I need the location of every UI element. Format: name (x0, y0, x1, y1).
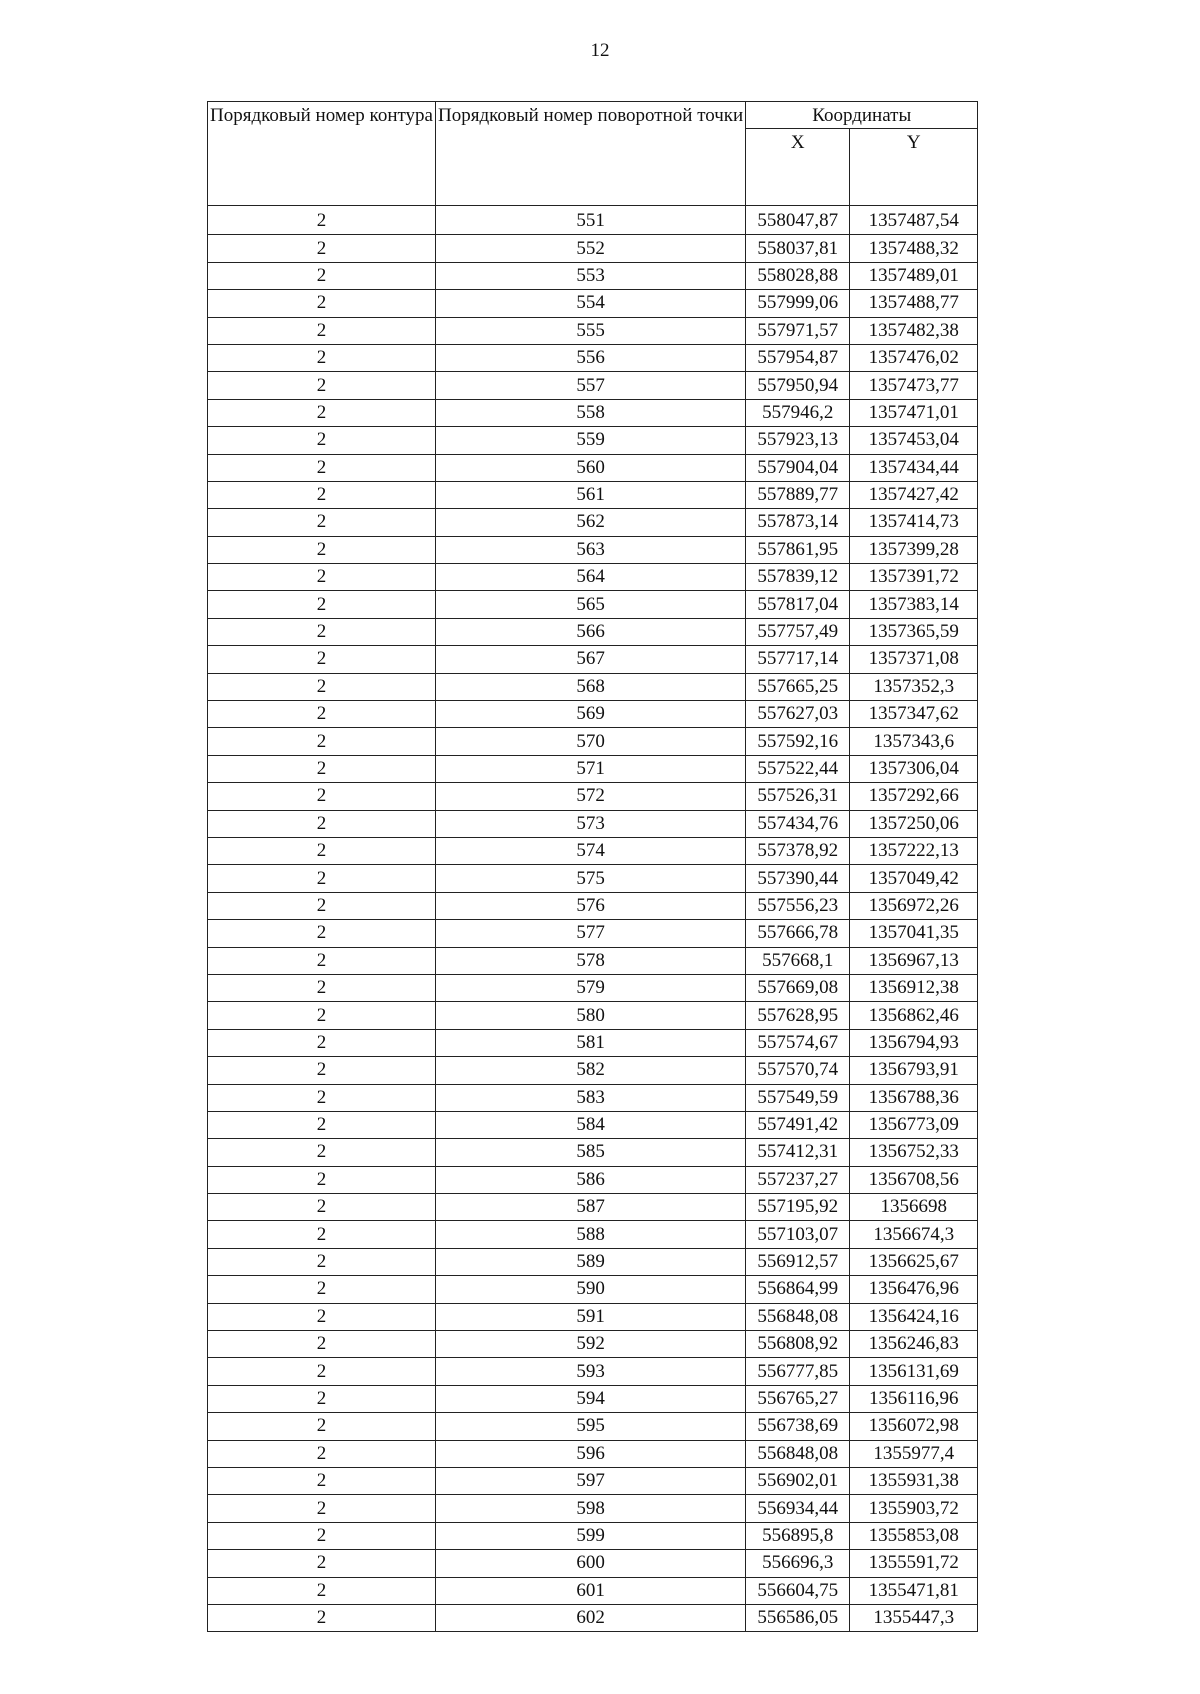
contour-number-cell: 2 (208, 1604, 436, 1631)
y-coordinate-cell: 1355977,4 (850, 1440, 978, 1467)
point-number-cell: 558 (435, 399, 745, 426)
point-number-cell: 592 (435, 1331, 745, 1358)
y-coordinate-cell: 1357471,01 (850, 399, 978, 426)
point-number-cell: 555 (435, 317, 745, 344)
y-coordinate-cell: 1357306,04 (850, 755, 978, 782)
x-coordinate-cell: 557491,42 (746, 1111, 850, 1138)
point-number-cell: 566 (435, 618, 745, 645)
contour-number-cell: 2 (208, 262, 436, 289)
point-number-cell: 596 (435, 1440, 745, 1467)
contour-number-cell: 2 (208, 1577, 436, 1604)
contour-number-cell: 2 (208, 1111, 436, 1138)
contour-number-cell: 2 (208, 591, 436, 618)
x-coordinate-cell: 556808,92 (746, 1331, 850, 1358)
table-row (208, 701, 978, 728)
y-coordinate-cell: 1355447,3 (850, 1604, 978, 1631)
table-row (208, 755, 978, 782)
contour-number-cell: 2 (208, 1057, 436, 1084)
contour-number-cell: 2 (208, 810, 436, 837)
y-coordinate-cell: 1356246,83 (850, 1331, 978, 1358)
contour-number-cell: 2 (208, 399, 436, 426)
table-row (208, 1221, 978, 1248)
y-coordinate-cell: 1356793,91 (850, 1057, 978, 1084)
y-coordinate-cell: 1355931,38 (850, 1467, 978, 1494)
point-number-cell: 577 (435, 920, 745, 947)
contour-number-cell: 2 (208, 372, 436, 399)
table-row (208, 1604, 978, 1631)
table-row (208, 262, 978, 289)
x-coordinate-cell: 557237,27 (746, 1166, 850, 1193)
point-number-cell: 589 (435, 1248, 745, 1275)
y-coordinate-cell: 1356773,09 (850, 1111, 978, 1138)
y-coordinate-cell: 1357383,14 (850, 591, 978, 618)
contour-number-cell: 2 (208, 1084, 436, 1111)
y-coordinate-cell: 1356674,3 (850, 1221, 978, 1248)
contour-number-cell: 2 (208, 1194, 436, 1221)
table-row (208, 1002, 978, 1029)
y-coordinate-cell: 1357487,54 (850, 206, 978, 235)
x-coordinate-cell: 556864,99 (746, 1276, 850, 1303)
table-row (208, 536, 978, 563)
table-row (208, 646, 978, 673)
contour-number-cell: 2 (208, 1002, 436, 1029)
point-number-cell: 595 (435, 1413, 745, 1440)
x-coordinate-cell: 557668,1 (746, 947, 850, 974)
x-coordinate-cell: 557666,78 (746, 920, 850, 947)
point-number-cell: 573 (435, 810, 745, 837)
table-row (208, 865, 978, 892)
contour-number-cell: 2 (208, 1413, 436, 1440)
contour-number-cell: 2 (208, 728, 436, 755)
point-number-cell: 593 (435, 1358, 745, 1385)
point-number-cell: 552 (435, 235, 745, 262)
point-number-cell: 569 (435, 701, 745, 728)
x-coordinate-cell: 556902,01 (746, 1467, 850, 1494)
contour-number-cell: 2 (208, 235, 436, 262)
contour-number-cell: 2 (208, 1522, 436, 1549)
x-coordinate-cell: 557592,16 (746, 728, 850, 755)
x-coordinate-cell: 557889,77 (746, 481, 850, 508)
x-coordinate-cell: 557390,44 (746, 865, 850, 892)
contour-number-cell: 2 (208, 865, 436, 892)
x-coordinate-cell: 557954,87 (746, 344, 850, 371)
y-coordinate-cell: 1357347,62 (850, 701, 978, 728)
y-coordinate-cell: 1357352,3 (850, 673, 978, 700)
table-row (208, 317, 978, 344)
x-coordinate-cell: 557574,67 (746, 1029, 850, 1056)
contour-number-cell: 2 (208, 1440, 436, 1467)
contour-number-cell: 2 (208, 974, 436, 1001)
table-row (208, 1577, 978, 1604)
coordinates-table (207, 101, 978, 1632)
contour-number-cell: 2 (208, 1139, 436, 1166)
table-row (208, 1385, 978, 1412)
point-number-cell: 572 (435, 783, 745, 810)
table-row (208, 427, 978, 454)
x-coordinate-cell: 557873,14 (746, 509, 850, 536)
contour-number-cell: 2 (208, 564, 436, 591)
table-row (208, 810, 978, 837)
y-coordinate-cell: 1357488,77 (850, 290, 978, 317)
point-number-cell: 597 (435, 1467, 745, 1494)
y-coordinate-cell: 1356424,16 (850, 1303, 978, 1330)
table-row (208, 1331, 978, 1358)
point-number-cell: 562 (435, 509, 745, 536)
x-coordinate-cell: 557570,74 (746, 1057, 850, 1084)
y-coordinate-cell: 1357476,02 (850, 344, 978, 371)
point-number-cell: 551 (435, 206, 745, 235)
contour-number-cell: 2 (208, 481, 436, 508)
y-coordinate-cell: 1356131,69 (850, 1358, 978, 1385)
table-row (208, 1111, 978, 1138)
point-number-cell: 567 (435, 646, 745, 673)
x-coordinate-cell: 556848,08 (746, 1303, 850, 1330)
point-number-header: Порядковый номер поворотной точки (435, 102, 745, 206)
x-coordinate-cell: 557434,76 (746, 810, 850, 837)
y-coordinate-cell: 1356698 (850, 1194, 978, 1221)
y-coordinate-cell: 1356967,13 (850, 947, 978, 974)
y-coordinate-cell: 1356972,26 (850, 892, 978, 919)
contour-number-cell: 2 (208, 290, 436, 317)
table-row (208, 618, 978, 645)
x-coordinate-cell: 556765,27 (746, 1385, 850, 1412)
x-coordinate-cell: 558037,81 (746, 235, 850, 262)
table-row (208, 1194, 978, 1221)
x-coordinate-cell: 556895,8 (746, 1522, 850, 1549)
table-row (208, 1467, 978, 1494)
contour-number-cell: 2 (208, 1276, 436, 1303)
table-row (208, 1084, 978, 1111)
x-coordinate-cell: 557861,95 (746, 536, 850, 563)
contour-number-cell: 2 (208, 783, 436, 810)
point-number-cell: 591 (435, 1303, 745, 1330)
point-number-cell: 563 (435, 536, 745, 563)
x-coordinate-cell: 557526,31 (746, 783, 850, 810)
x-coordinate-cell: 556696,3 (746, 1550, 850, 1577)
point-number-cell: 559 (435, 427, 745, 454)
contour-number-cell: 2 (208, 1495, 436, 1522)
point-number-cell: 571 (435, 755, 745, 782)
y-coordinate-cell: 1357371,08 (850, 646, 978, 673)
point-number-cell: 586 (435, 1166, 745, 1193)
y-coordinate-cell: 1355853,08 (850, 1522, 978, 1549)
table-body (208, 206, 978, 1632)
table-row (208, 892, 978, 919)
table-row (208, 920, 978, 947)
table-row (208, 1166, 978, 1193)
point-number-cell: 553 (435, 262, 745, 289)
x-coordinate-cell: 557817,04 (746, 591, 850, 618)
point-number-cell: 578 (435, 947, 745, 974)
point-number-cell: 602 (435, 1604, 745, 1631)
y-column-header: Y (850, 129, 978, 206)
point-number-cell: 564 (435, 564, 745, 591)
y-coordinate-cell: 1357453,04 (850, 427, 978, 454)
point-number-cell: 575 (435, 865, 745, 892)
table-row (208, 591, 978, 618)
contour-number-cell: 2 (208, 1331, 436, 1358)
point-number-cell: 599 (435, 1522, 745, 1549)
point-number-cell: 554 (435, 290, 745, 317)
table-row (208, 1303, 978, 1330)
point-number-cell: 574 (435, 837, 745, 864)
x-coordinate-cell: 556777,85 (746, 1358, 850, 1385)
y-coordinate-cell: 1357250,06 (850, 810, 978, 837)
contour-number-cell: 2 (208, 892, 436, 919)
table-row (208, 1522, 978, 1549)
x-coordinate-cell: 557556,23 (746, 892, 850, 919)
y-coordinate-cell: 1356116,96 (850, 1385, 978, 1412)
y-coordinate-cell: 1357434,44 (850, 454, 978, 481)
table-row (208, 1029, 978, 1056)
y-coordinate-cell: 1357365,59 (850, 618, 978, 645)
point-number-cell: 561 (435, 481, 745, 508)
contour-number-cell: 2 (208, 646, 436, 673)
y-coordinate-cell: 1356625,67 (850, 1248, 978, 1275)
x-coordinate-cell: 557904,04 (746, 454, 850, 481)
point-number-cell: 594 (435, 1385, 745, 1412)
point-number-cell: 584 (435, 1111, 745, 1138)
point-number-cell: 570 (435, 728, 745, 755)
table-row (208, 1358, 978, 1385)
x-coordinate-cell: 558028,88 (746, 262, 850, 289)
point-number-cell: 581 (435, 1029, 745, 1056)
point-number-cell: 580 (435, 1002, 745, 1029)
table-row (208, 454, 978, 481)
table-row (208, 235, 978, 262)
x-coordinate-cell: 557412,31 (746, 1139, 850, 1166)
y-coordinate-cell: 1357414,73 (850, 509, 978, 536)
x-coordinate-cell: 557950,94 (746, 372, 850, 399)
x-coordinate-cell: 557378,92 (746, 837, 850, 864)
contour-number-cell: 2 (208, 427, 436, 454)
contour-number-cell: 2 (208, 673, 436, 700)
point-number-cell: 560 (435, 454, 745, 481)
table-row (208, 837, 978, 864)
table-row (208, 344, 978, 371)
table-row (208, 1413, 978, 1440)
x-coordinate-cell: 556604,75 (746, 1577, 850, 1604)
y-coordinate-cell: 1356072,98 (850, 1413, 978, 1440)
table-row (208, 1550, 978, 1577)
table-row (208, 1139, 978, 1166)
x-coordinate-cell: 557923,13 (746, 427, 850, 454)
y-coordinate-cell: 1357473,77 (850, 372, 978, 399)
point-number-cell: 565 (435, 591, 745, 618)
x-coordinate-cell: 557717,14 (746, 646, 850, 673)
x-coordinate-cell: 556912,57 (746, 1248, 850, 1275)
table-row (208, 564, 978, 591)
contour-number-cell: 2 (208, 317, 436, 344)
contour-number-cell: 2 (208, 206, 436, 235)
table-row (208, 947, 978, 974)
x-coordinate-cell: 558047,87 (746, 206, 850, 235)
y-coordinate-cell: 1355471,81 (850, 1577, 978, 1604)
table-row (208, 1440, 978, 1467)
contour-number-cell: 2 (208, 1248, 436, 1275)
y-coordinate-cell: 1357391,72 (850, 564, 978, 591)
contour-number-cell: 2 (208, 1358, 436, 1385)
table-row (208, 1057, 978, 1084)
contour-number-cell: 2 (208, 1550, 436, 1577)
contour-number-cell: 2 (208, 344, 436, 371)
contour-number-cell: 2 (208, 837, 436, 864)
x-column-header: X (746, 129, 850, 206)
y-coordinate-cell: 1355591,72 (850, 1550, 978, 1577)
x-coordinate-cell: 556586,05 (746, 1604, 850, 1631)
x-coordinate-cell: 556738,69 (746, 1413, 850, 1440)
y-coordinate-cell: 1357488,32 (850, 235, 978, 262)
y-coordinate-cell: 1357489,01 (850, 262, 978, 289)
point-number-cell: 579 (435, 974, 745, 1001)
y-coordinate-cell: 1357292,66 (850, 783, 978, 810)
point-number-cell: 601 (435, 1577, 745, 1604)
contour-number-cell: 2 (208, 1029, 436, 1056)
x-coordinate-cell: 557522,44 (746, 755, 850, 782)
x-coordinate-cell: 557839,12 (746, 564, 850, 591)
point-number-cell: 590 (435, 1276, 745, 1303)
y-coordinate-cell: 1356752,33 (850, 1139, 978, 1166)
contour-number-cell: 2 (208, 1303, 436, 1330)
coordinates-header: Координаты (746, 102, 978, 129)
contour-number-cell: 2 (208, 1467, 436, 1494)
x-coordinate-cell: 557195,92 (746, 1194, 850, 1221)
point-number-cell: 583 (435, 1084, 745, 1111)
contour-number-header: Порядковый номер контура (208, 102, 436, 206)
y-coordinate-cell: 1355903,72 (850, 1495, 978, 1522)
x-coordinate-cell: 557757,49 (746, 618, 850, 645)
y-coordinate-cell: 1357427,42 (850, 481, 978, 508)
contour-number-cell: 2 (208, 618, 436, 645)
y-coordinate-cell: 1356708,56 (850, 1166, 978, 1193)
x-coordinate-cell: 557971,57 (746, 317, 850, 344)
x-coordinate-cell: 557103,07 (746, 1221, 850, 1248)
x-coordinate-cell: 557946,2 (746, 399, 850, 426)
point-number-cell: 568 (435, 673, 745, 700)
x-coordinate-cell: 557628,95 (746, 1002, 850, 1029)
page-number: 12 (590, 40, 610, 61)
y-coordinate-cell: 1357049,42 (850, 865, 978, 892)
x-coordinate-cell: 556934,44 (746, 1495, 850, 1522)
contour-number-cell: 2 (208, 1385, 436, 1412)
table-row (208, 481, 978, 508)
table-row (208, 1276, 978, 1303)
contour-number-cell: 2 (208, 1166, 436, 1193)
y-coordinate-cell: 1356788,36 (850, 1084, 978, 1111)
table-row (208, 1248, 978, 1275)
table-row (208, 399, 978, 426)
contour-number-cell: 2 (208, 1221, 436, 1248)
y-coordinate-cell: 1357041,35 (850, 920, 978, 947)
point-number-cell: 587 (435, 1194, 745, 1221)
point-number-cell: 576 (435, 892, 745, 919)
point-number-cell: 557 (435, 372, 745, 399)
table-row (208, 372, 978, 399)
point-number-cell: 598 (435, 1495, 745, 1522)
table-row (208, 728, 978, 755)
table-row (208, 1495, 978, 1522)
contour-number-cell: 2 (208, 920, 436, 947)
contour-number-cell: 2 (208, 509, 436, 536)
table-row (208, 974, 978, 1001)
y-coordinate-cell: 1356862,46 (850, 1002, 978, 1029)
table-header (208, 102, 978, 206)
y-coordinate-cell: 1356794,93 (850, 1029, 978, 1056)
x-coordinate-cell: 557669,08 (746, 974, 850, 1001)
table-row (208, 783, 978, 810)
point-number-cell: 582 (435, 1057, 745, 1084)
table-row (208, 673, 978, 700)
contour-number-cell: 2 (208, 947, 436, 974)
x-coordinate-cell: 556848,08 (746, 1440, 850, 1467)
y-coordinate-cell: 1357343,6 (850, 728, 978, 755)
x-coordinate-cell: 557665,25 (746, 673, 850, 700)
contour-number-cell: 2 (208, 755, 436, 782)
contour-number-cell: 2 (208, 701, 436, 728)
y-coordinate-cell: 1357399,28 (850, 536, 978, 563)
point-number-cell: 600 (435, 1550, 745, 1577)
contour-number-cell: 2 (208, 536, 436, 563)
table-row (208, 290, 978, 317)
y-coordinate-cell: 1357482,38 (850, 317, 978, 344)
x-coordinate-cell: 557999,06 (746, 290, 850, 317)
table-row (208, 509, 978, 536)
point-number-cell: 556 (435, 344, 745, 371)
point-number-cell: 588 (435, 1221, 745, 1248)
table-row (208, 206, 978, 235)
y-coordinate-cell: 1356476,96 (850, 1276, 978, 1303)
y-coordinate-cell: 1357222,13 (850, 837, 978, 864)
x-coordinate-cell: 557549,59 (746, 1084, 850, 1111)
y-coordinate-cell: 1356912,38 (850, 974, 978, 1001)
point-number-cell: 585 (435, 1139, 745, 1166)
x-coordinate-cell: 557627,03 (746, 701, 850, 728)
contour-number-cell: 2 (208, 454, 436, 481)
